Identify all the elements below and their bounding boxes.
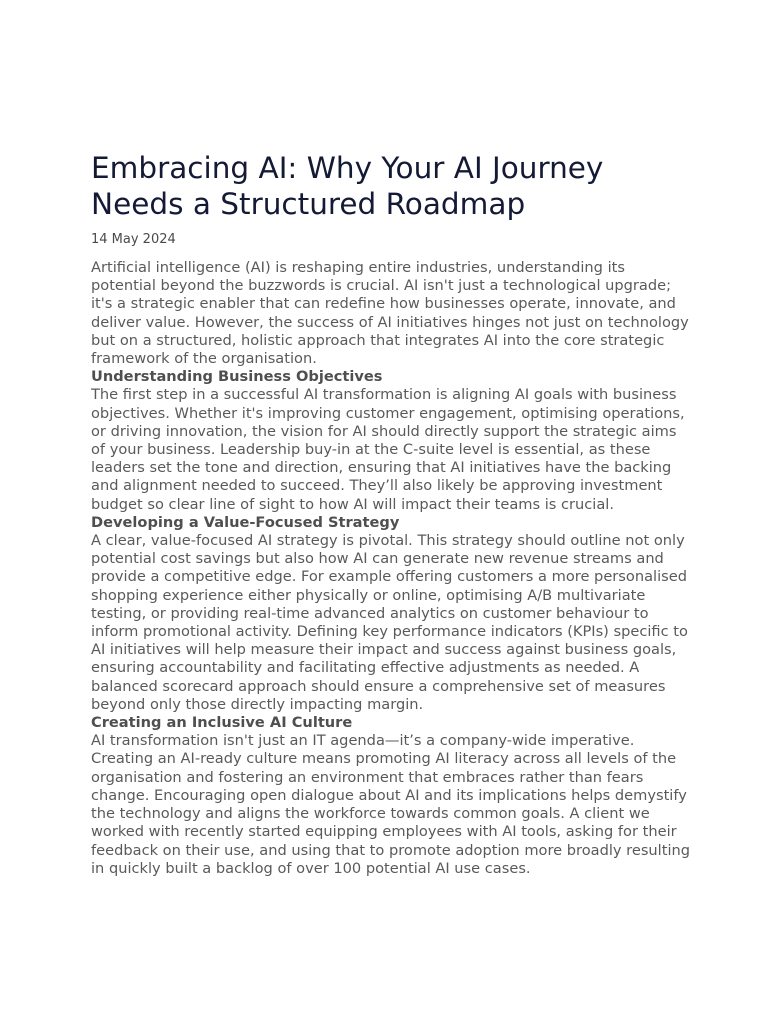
article-date: 14 May 2024 (91, 232, 176, 247)
section-heading-ai-culture: Creating an Inclusive AI Culture (91, 714, 353, 732)
section-paragraph-business-objectives: The first step in a successful AI transformation is aligning AI goals with business objectives. Whether it's improving customer engagement, optimising operations, or driving innovation, the vision for AI should directly support the strategic aims of your business. Leadership buy-in at the C-suite level is essential, as these leaders set the tone and direction, ensuring that AI initiatives have the backing and alignment needed to succeed. They’ll also likely be approving investment budget so clear line of sight to how AI will impact their teams is crucial. (91, 386, 685, 513)
article-title: Embracing AI: Why Your AI Journey Needs a Structured Roadmap (91, 151, 604, 221)
article (91, 150, 691, 878)
section-heading-business-objectives: Understanding Business Objectives (91, 368, 383, 386)
article-body (91, 259, 691, 878)
section-paragraph-value-strategy: A clear, value-focused AI strategy is pivotal. This strategy should outline not only potential cost savings but also how AI can generate new revenue streams and provide a competitive edge. For example offering customers a more personalised shopping experience either physically or online, optimising A/B multivariate testing, or providing real-time advanced analytics on customer behaviour to inform promotional activity. Defining key performance indicators (KPIs) specific to AI initiatives will help measure their impact and success against business goals, ensuring accountability and facilitating effective adjustments as needed. A balanced scorecard approach should ensure a comprehensive set of measures beyond only those directly impacting margin. (91, 532, 688, 713)
intro-paragraph: Artificial intelligence (AI) is reshaping entire industries, understanding its potential beyond the buzzwords is crucial. AI isn't just a technological upgrade; it's a strategic enabler that can redefine how businesses operate, innovate, and deliver value. However, the success of AI initiatives hinges not just on technology but on a structured, holistic approach that integrates AI into the core strategic framework of the organisation. (91, 259, 689, 368)
section-paragraph-ai-culture: AI transformation isn't just an IT agenda—it’s a company-wide imperative. Creating an AI-ready culture means promoting AI literacy across all levels of the organisation and fostering an environment that embraces rather than fears change. Encouraging open dialogue about AI and its implications helps demystify the technology and aligns the workforce towards common goals. A client we worked with recently started equipping employees with AI tools, asking for their feedback on their use, and using that to promote adoption more broadly resulting in quickly built a backlog of over 100 potential AI use cases. (91, 732, 691, 877)
section-heading-value-strategy: Developing a Value-Focused Strategy (91, 513, 400, 531)
